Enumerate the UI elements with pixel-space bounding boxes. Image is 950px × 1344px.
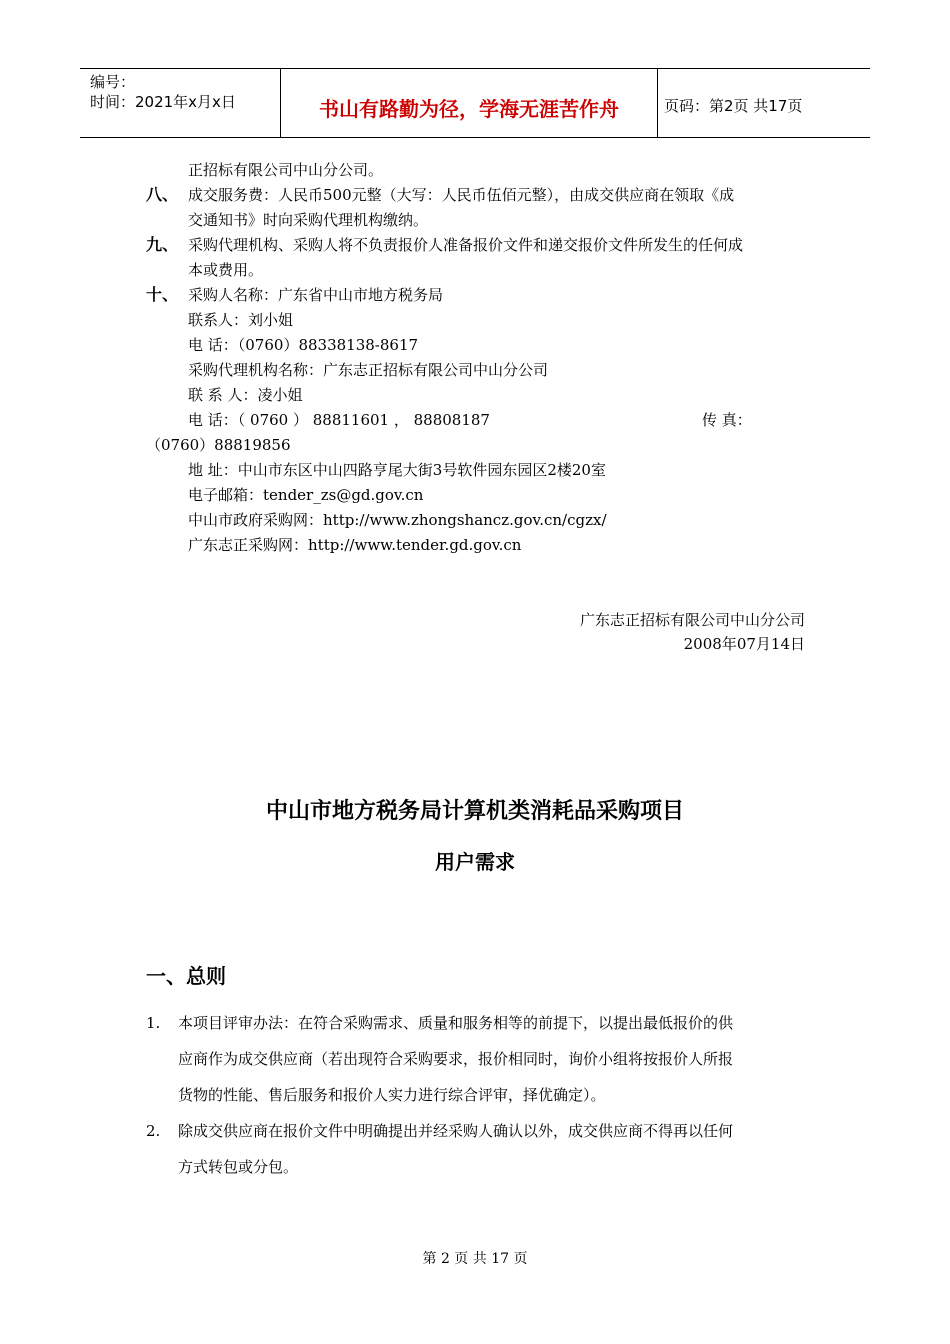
clause-1-line2: 应商作为成交供应商（若出现符合采购要求，报价相同时，询价小组将按报价人所报 bbox=[178, 1050, 734, 1068]
header-page-info: 页码：第2页 共17页 bbox=[664, 97, 803, 115]
signature-date: 2008年07月14日 bbox=[683, 635, 805, 653]
signature-company: 广东志正招标有限公司中山分公司 bbox=[579, 611, 805, 629]
document-number: 编号： bbox=[90, 73, 136, 91]
header-motto: 书山有路勤为径，学海无涯苦作舟 bbox=[319, 97, 619, 121]
page-header bbox=[80, 68, 870, 138]
continuation-line: 正招标有限公司中山分公司。 bbox=[188, 161, 384, 179]
page-footer: 第 2 页 共 17 页 bbox=[422, 1251, 528, 1267]
agency-contact: 联 系 人：凌小姐 bbox=[188, 386, 303, 404]
clause-1-line3: 货物的性能、售后服务和报价人实力进行综合评审，择优确定）。 bbox=[178, 1086, 606, 1104]
agency-email: 电子邮箱：tender_zs@gd.gov.cn bbox=[188, 486, 424, 504]
item-eight-line2: 交通知书》时向采购代理机构缴纳。 bbox=[188, 211, 429, 229]
agency-fax-label: 传 真： bbox=[702, 411, 752, 429]
header-meta-cell bbox=[80, 69, 280, 137]
header-motto-cell bbox=[280, 69, 658, 137]
agency-phone: 电 话：（ 0760 ） 88811601 ， 88808187 bbox=[188, 411, 490, 429]
clause-2-line1: 除成交供应商在报价文件中明确提出并经采购人确认以外，成交供应商不得再以任何 bbox=[178, 1122, 734, 1140]
item-eight-line1: 成交服务费：人民币500元整（大写：人民币伍佰元整），由成交供应商在领取《成 bbox=[188, 186, 735, 204]
section-heading-general: 一、总则 bbox=[146, 964, 226, 988]
agency-address: 地 址：中山市东区中山四路亨尾大街3号软件园东园区2楼20室 bbox=[188, 461, 606, 479]
agency-fax-value: （0760）88819856 bbox=[146, 436, 291, 454]
gov-procurement-site: 中山市政府采购网：http://www.zhongshancz.gov.cn/cgzx/ bbox=[188, 511, 607, 529]
purchaser-phone: 电 话：（0760）88338138-8617 bbox=[188, 336, 419, 354]
document-time: 时间：2021年x月x日 bbox=[90, 93, 236, 111]
clause-1-line1: 本项目评审办法：在符合采购需求、质量和服务相等的前提下，以提出最低报价的供 bbox=[178, 1014, 734, 1032]
agency-name: 采购代理机构名称：广东志正招标有限公司中山分公司 bbox=[188, 361, 549, 379]
clause-1-number: 1. bbox=[146, 1014, 161, 1032]
clause-2-number: 2. bbox=[146, 1122, 161, 1140]
item-nine-label: 九、 bbox=[146, 235, 179, 254]
purchaser-name: 采购人名称：广东省中山市地方税务局 bbox=[188, 286, 444, 304]
project-subtitle: 用户需求 bbox=[435, 850, 515, 874]
project-title: 中山市地方税务局计算机类消耗品采购项目 bbox=[265, 799, 684, 824]
clause-2-line2: 方式转包或分包。 bbox=[178, 1158, 299, 1176]
header-page-cell bbox=[658, 69, 870, 137]
item-nine-line1: 采购代理机构、采购人将不负责报价人准备报价文件和递交报价文件所发生的任何成 bbox=[188, 236, 744, 254]
agency-procurement-site: 广东志正采购网：http://www.tender.gd.gov.cn bbox=[188, 536, 522, 554]
item-nine-line2: 本或费用。 bbox=[188, 261, 264, 279]
purchaser-contact: 联系人：刘小姐 bbox=[188, 311, 294, 329]
item-eight-label: 八、 bbox=[146, 185, 179, 204]
item-ten-label: 十、 bbox=[146, 285, 179, 304]
